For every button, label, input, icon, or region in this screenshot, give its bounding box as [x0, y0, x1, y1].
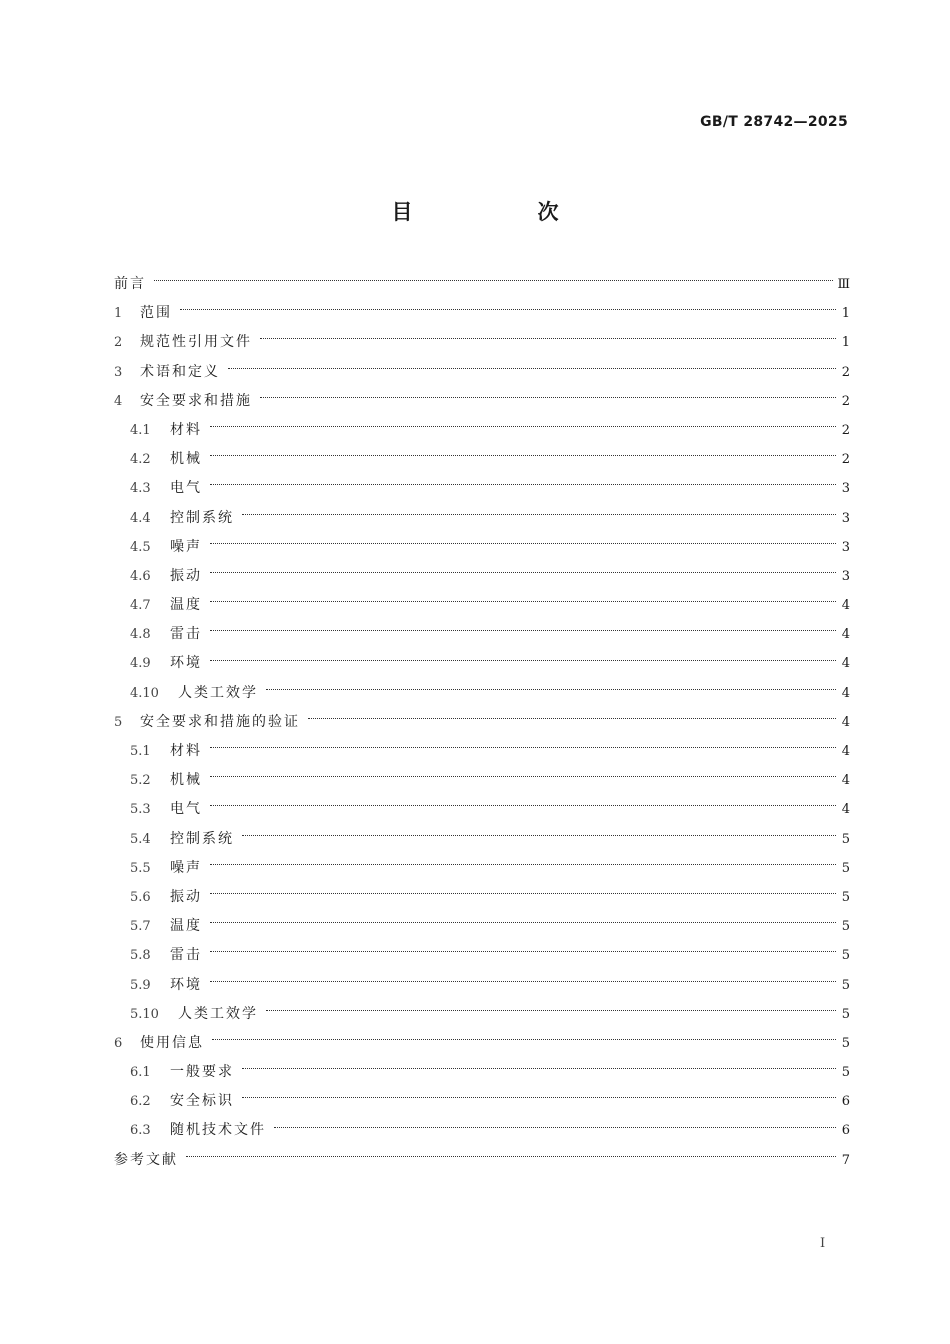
toc-entry-page: 4	[841, 802, 850, 818]
toc-entry-number: 1	[114, 306, 123, 322]
toc-entry-number: 6.3	[130, 1123, 151, 1139]
toc-entry[interactable]	[114, 416, 850, 445]
dot-leader	[210, 426, 836, 427]
toc-entry-page: 4	[841, 598, 850, 614]
toc-entry-number: 6.1	[130, 1065, 151, 1081]
toc-entry-label: 振动	[170, 888, 202, 905]
toc-entry[interactable]	[114, 649, 850, 678]
toc-entry-label: 振动	[170, 567, 202, 584]
toc-entry-page: 1	[841, 335, 850, 351]
toc-entry-label: 环境	[170, 655, 202, 672]
toc-entry[interactable]	[114, 1116, 850, 1145]
toc-entry[interactable]	[114, 1146, 850, 1175]
toc-entry-label: 温度	[170, 918, 202, 935]
toc-entry-page: 5	[841, 919, 850, 935]
toc-entry-page: 5	[841, 860, 850, 876]
dot-leader	[210, 660, 836, 661]
dot-leader	[242, 1068, 836, 1069]
dot-leader	[210, 630, 836, 631]
toc-entry-page: 5	[841, 1035, 850, 1051]
dot-leader	[308, 718, 836, 719]
toc-entry-number: 4	[114, 393, 123, 409]
toc-entry[interactable]	[114, 504, 850, 533]
dot-leader	[210, 484, 836, 485]
toc-entry[interactable]	[114, 854, 850, 883]
toc-entry-page: 6	[841, 1123, 850, 1139]
standard-code: GB/T 28742—2025	[700, 114, 848, 130]
toc-entry-number: 6.2	[130, 1094, 151, 1110]
toc-entry[interactable]	[114, 1058, 850, 1087]
toc-entry[interactable]	[114, 328, 850, 357]
toc-entry-label: 安全要求和措施	[140, 392, 252, 409]
toc-entry[interactable]	[114, 883, 850, 912]
toc-entry[interactable]	[114, 533, 850, 562]
dot-leader	[186, 1156, 836, 1157]
toc-entry-page: 1	[841, 306, 850, 322]
toc-entry[interactable]	[114, 445, 850, 474]
toc-entry-label: 雷击	[170, 947, 202, 964]
toc-entry-number: 5.8	[130, 948, 151, 964]
toc-entry-page: 4	[841, 714, 850, 730]
dot-leader	[210, 864, 836, 865]
toc-entry-page: 2	[841, 422, 850, 438]
toc-entry-number: 5.6	[130, 889, 151, 905]
toc-entry-number: 4.8	[130, 627, 151, 643]
toc-entry[interactable]	[114, 825, 850, 854]
dot-leader	[210, 455, 836, 456]
dot-leader	[210, 893, 836, 894]
toc-entry-number: 5.7	[130, 919, 151, 935]
toc-entry-number: 4.7	[130, 598, 151, 614]
dot-leader	[210, 776, 836, 777]
toc-entry-page: 4	[841, 744, 850, 759]
toc-entry-number: 6	[114, 1035, 123, 1051]
toc-entry-number: 5.5	[130, 860, 151, 876]
toc-entry-number: 5.4	[130, 831, 151, 847]
dot-leader	[274, 1127, 836, 1128]
dot-leader	[210, 805, 836, 806]
toc-entry-number: 4.9	[130, 656, 151, 672]
toc-entry-number: 5.3	[130, 802, 151, 818]
toc-entry-page: 3	[841, 539, 850, 555]
toc-entry-page: 5	[841, 1065, 850, 1081]
toc-entry-label: 规范性引用文件	[140, 334, 252, 351]
dot-leader	[242, 514, 836, 515]
toc-entry-number: 4.1	[130, 422, 151, 438]
toc-entry-label: 电气	[170, 480, 202, 497]
toc-entry-page: Ⅲ	[837, 277, 850, 292]
dot-leader	[210, 601, 836, 602]
toc-entry-label: 人类工效学	[178, 1005, 258, 1022]
dot-leader	[260, 338, 836, 339]
dot-leader	[228, 368, 836, 369]
toc-entry[interactable]	[114, 708, 850, 737]
toc-entry-label: 随机技术文件	[170, 1122, 266, 1139]
toc-entry[interactable]	[114, 1029, 850, 1058]
toc-entry-label: 环境	[170, 976, 202, 993]
toc-entry-number: 5.2	[130, 773, 151, 789]
toc-entry-page: 5	[841, 889, 850, 905]
toc-entry-page: 2	[841, 364, 850, 380]
toc-entry-page: 3	[841, 481, 850, 497]
toc-entry-label: 材料	[170, 743, 202, 759]
toc-entry-number: 5.1	[130, 744, 151, 759]
toc-entry[interactable]	[114, 941, 850, 970]
dot-leader	[242, 1097, 836, 1098]
toc-entry-page: 4	[841, 627, 850, 643]
toc-entry[interactable]	[114, 737, 850, 766]
toc-entry[interactable]	[114, 562, 850, 591]
toc-title: 目 次	[391, 200, 611, 224]
toc-entry[interactable]	[114, 474, 850, 503]
toc-entry-label: 噪声	[170, 859, 202, 876]
toc-entry-page: 3	[841, 568, 850, 584]
toc-entry[interactable]	[114, 620, 850, 649]
toc-entry-number: 5	[114, 714, 123, 730]
toc-entry-label: 材料	[170, 421, 202, 438]
toc-entry-page: 2	[841, 452, 850, 468]
toc-entry-page: 5	[841, 831, 850, 847]
toc-entry-label: 范围	[140, 305, 172, 322]
toc-entry[interactable]	[114, 912, 850, 941]
toc-entry-page: 5	[841, 948, 850, 964]
toc-entry-page: 5	[841, 977, 850, 993]
dot-leader	[212, 1039, 836, 1040]
toc-entry-label: 噪声	[170, 538, 202, 555]
table-of-contents	[114, 270, 850, 1175]
toc-entry-page: 4	[841, 773, 850, 789]
toc-entry-label: 电气	[170, 801, 202, 818]
toc-entry[interactable]	[114, 591, 850, 620]
toc-entry[interactable]	[114, 971, 850, 1000]
toc-entry-label: 雷击	[170, 626, 202, 643]
toc-entry-page: 4	[841, 656, 850, 672]
toc-entry[interactable]	[114, 358, 850, 387]
toc-entry-page: 7	[841, 1152, 850, 1168]
dot-leader	[210, 572, 836, 573]
toc-entry-label: 温度	[170, 597, 202, 614]
toc-entry-label: 参考文献	[114, 1151, 178, 1168]
toc-entry[interactable]	[114, 270, 850, 299]
toc-entry[interactable]	[114, 299, 850, 328]
toc-entry-number: 5.9	[130, 977, 151, 993]
toc-entry-number: 5.10	[130, 1006, 159, 1022]
dot-leader	[266, 689, 836, 690]
toc-entry-label: 安全要求和措施的验证	[140, 713, 300, 730]
dot-leader	[210, 922, 836, 923]
toc-entry-number: 4.2	[130, 452, 151, 468]
toc-entry-number: 4.6	[130, 568, 151, 584]
toc-entry-number: 4.3	[130, 481, 151, 497]
toc-entry-page: 4	[841, 685, 850, 701]
toc-entry[interactable]	[114, 1000, 850, 1029]
toc-entry-label: 前言	[114, 276, 146, 292]
dot-leader	[260, 397, 836, 398]
toc-entry[interactable]	[114, 679, 850, 708]
toc-entry-number: 3	[114, 364, 123, 380]
toc-entry-number: 4.4	[130, 510, 151, 526]
toc-entry-page: 2	[841, 393, 850, 409]
toc-entry-label: 安全标识	[170, 1093, 234, 1110]
toc-entry-label: 术语和定义	[140, 363, 220, 380]
toc-entry-label: 人类工效学	[178, 684, 258, 701]
toc-entry[interactable]	[114, 766, 850, 795]
toc-entry[interactable]	[114, 1087, 850, 1116]
dot-leader	[242, 835, 836, 836]
dot-leader	[210, 747, 836, 748]
toc-entry-label: 控制系统	[170, 509, 234, 526]
toc-entry-number: 4.5	[130, 539, 151, 555]
toc-entry-label: 机械	[170, 451, 202, 468]
toc-entry[interactable]	[114, 387, 850, 416]
dot-leader	[210, 951, 836, 952]
toc-entry-number: 4.10	[130, 685, 159, 701]
dot-leader	[180, 309, 836, 310]
toc-entry-page: 5	[841, 1006, 850, 1022]
toc-entry-label: 使用信息	[140, 1034, 204, 1051]
dot-leader	[266, 1010, 836, 1011]
toc-entry-page: 3	[841, 510, 850, 526]
toc-entry-label: 一般要求	[170, 1064, 234, 1081]
toc-entry-number: 2	[114, 335, 123, 351]
toc-entry-label: 机械	[170, 772, 202, 789]
toc-entry[interactable]	[114, 795, 850, 824]
dot-leader	[210, 981, 836, 982]
page-number: Ⅰ	[820, 1236, 826, 1251]
toc-entry-page: 6	[841, 1094, 850, 1110]
dot-leader	[154, 280, 833, 281]
dot-leader	[210, 543, 836, 544]
toc-entry-label: 控制系统	[170, 830, 234, 847]
